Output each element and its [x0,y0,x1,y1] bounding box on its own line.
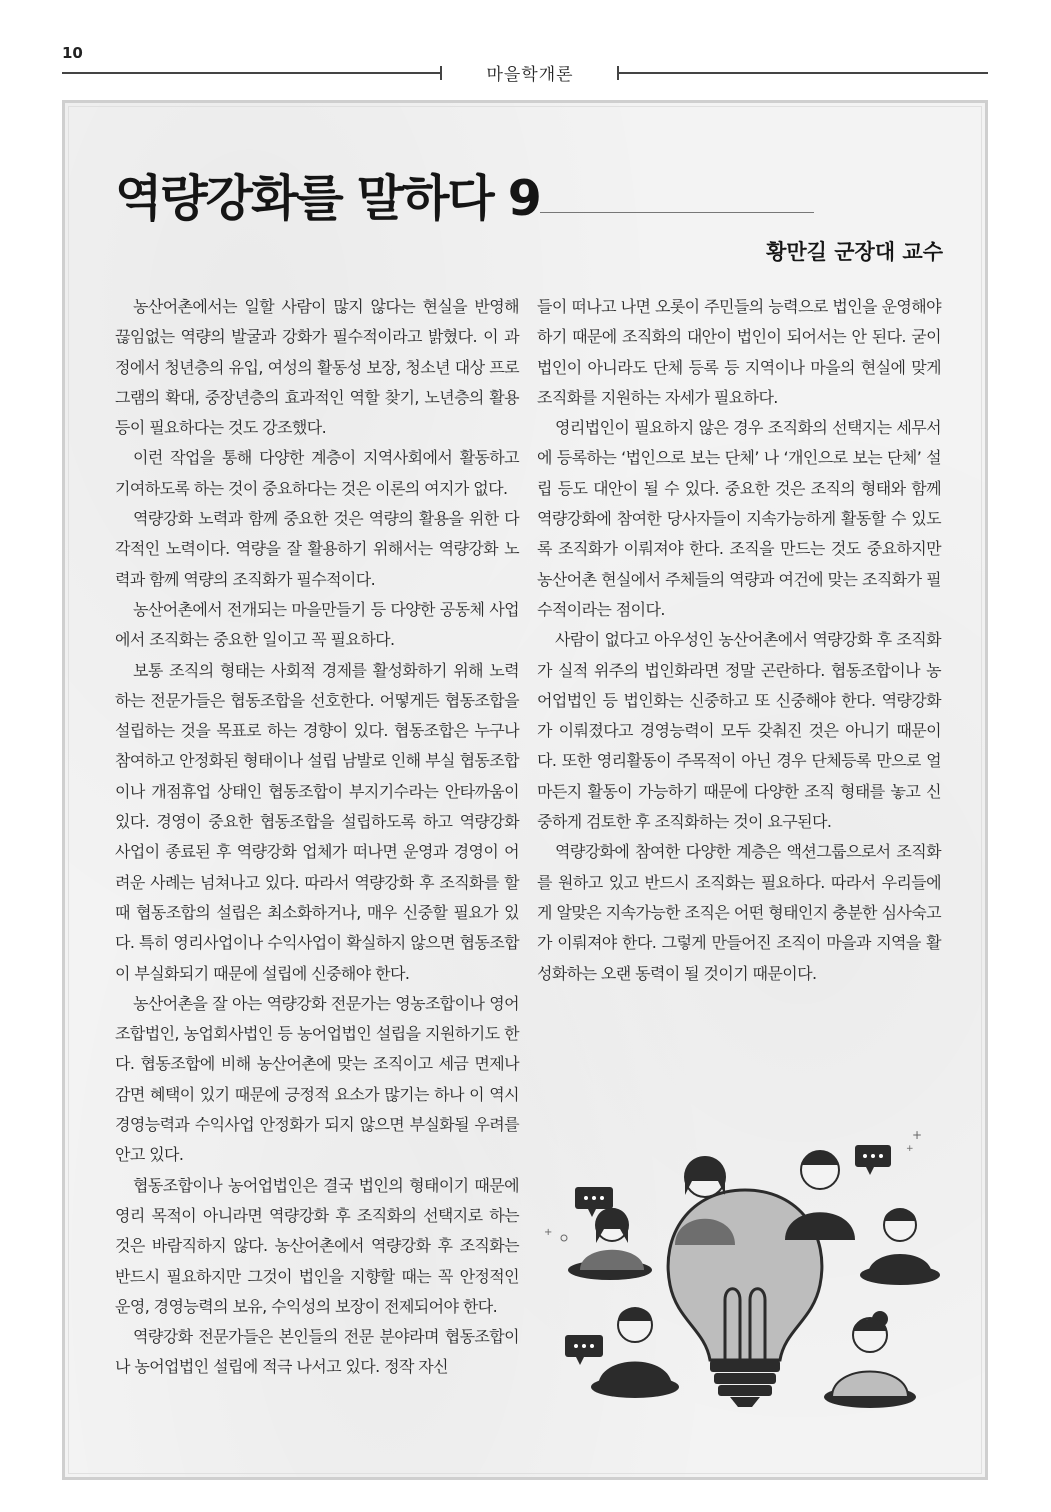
speech-bubble-icon [565,1335,603,1365]
article-title: 역량강화를 말하다 9 [115,170,540,227]
section-title: 마을학개론 [486,65,574,85]
person-figure [785,1151,855,1240]
sparkle-icon: + [912,1128,923,1142]
paragraph: 보통 조직의 형태는 사회적 경제를 활성화하기 위해 노력하는 전문가들은 협동조합을 선호한다. 어떻게든 협동조합을 설립하는 것을 목표로 하는 경향이 있다. 협동조합은 누구나 참여하고 안정화된 형태이나 설립 남발로 인해 부실 협동조합이나 개점휴업 상태인 협동조합이 부지기수라는 안타까움이 있다. 경영이 중요한 협동조합을 설립하도록 하고 역량강화 사업이 종료된 후 역량강화 업체가 떠나면 운영과 경영이 어려운 사례는 넘쳐나고 있다. 따라서 역량강화 후 조직화를 할 때 협동조합의 설립은 최소화하거나, 매우 신중할 필요가 있다. 특히 영리사업이나 수익사업이 확실하지 않으면 협동조합이 부실화되기 때문에 설립에 신중해야 한다. [115,660,519,983]
header-rule-left [62,72,442,74]
title-underline [540,212,814,213]
author-byline: 황만길 군장대 교수 [766,240,943,264]
paragraph: 협동조합이나 농어업법인은 결국 법인의 형태이기 때문에 영리 목적이 아니라면 역량강화 후 조직화의 선택지로 하는 것은 바람직하지 않다. 농산어촌에서 역량강화 후 조직화는 반드시 필요하지만 그것이 법인을 지향할 때는 꼭 안정적인 운영, 경영능력의 보유, 수익성의 보장이 전제되어야 한다. [115,1175,519,1316]
paragraph: 역량강화 전문가들은 본인들의 전문 분야라며 협동조합이나 농어업법인 설립에 적극 나서고 있다. 정작 자신 [115,1327,519,1377]
person-figure [832,1311,908,1397]
paragraph: 들이 떠나고 나면 오롯이 주민들의 능력으로 법인을 운영해야 하기 때문에 조직화의 대안이 법인이 되어서는 안 된다. 굳이 법인이 아니라도 단체 등록 등 지역이나 마을의 현실에 맞게 조직화를 지원하는 자세가 필요하다. [537,297,941,407]
paragraph: 농산어촌에서는 일할 사람이 많지 않다는 현실을 반영해 끊임없는 역량의 발굴과 강화가 필수적이라고 밝혔다. 이 과정에서 청년층의 유입, 여성의 활동성 보장, 청소년 대상 프로그램의 확대, 중장년층의 효과적인 역할 찾기, 노년층의 활용 등이 필요하다는 것도 강조했다. [115,297,519,438]
paragraph: 역량강화 노력과 함께 중요한 것은 역량의 활용을 위한 다각적인 노력이다. 역량을 잘 활용하기 위해서는 역량강화 노력과 함께 역량의 조직화가 필수적이다. [115,509,519,589]
paragraph: 영리법인이 필요하지 않은 경우 조직화의 선택지는 세무서에 등록하는 ‘법인으로 보는 단체’ 나 ‘개인으로 보는 단체’ 설립 등도 대안이 될 수 있다. 중요한 것은 조직의 형태와 함께 역량강화에 참여한 당사자들이 지속가능하게 활동할 수 있도록 조직화가 이뤄져야 한다. 조직을 만드는 것도 중요하지만 농산어촌 현실에서 주체들의 역량과 여건에 맞는 조직화가 필수적이라는 점이다. [537,418,941,619]
lightbulb-people-illustration [540,1125,950,1430]
sparkle-icon: + [544,1227,553,1238]
article-right-column [537,292,941,989]
article-left-column [115,292,519,1383]
person-figure [598,1308,672,1388]
paragraph: 사람이 없다고 아우성인 농산어촌에서 역량강화 후 조직화가 실적 위주의 법인화라면 정말 곤란하다. 협동조합이나 농어업법인 등 법인화는 신중하고 또 신중해야 한다. 역량강화가 이뤄졌다고 경영능력이 모두 갖춰진 것은 아니기 때문이다. 또한 영리활동이 주목적이 아닌 경우 단체등록 만으로 얼마든지 활동이 가능하기 때문에 다양한 조직 형태를 놓고 신중하게 검토한 후 조직화하는 것이 요구된다. [537,630,941,832]
person-figure [868,1209,932,1275]
person-figure [580,1208,644,1270]
page-number: 10 [62,44,83,62]
paragraph: 농산어촌에서 전개되는 마을만들기 등 다양한 공동체 사업에서 조직화는 중요한 일이고 꼭 필요하다. [115,599,519,650]
paragraph: 이런 작업을 통해 다양한 계층이 지역사회에서 활동하고 기여하도록 하는 것이 중요하다는 것은 이론의 여지가 없다. [115,448,519,498]
sparkle-icon: + [906,1144,914,1154]
header-rule-right [617,72,988,74]
speech-bubble-icon [855,1145,891,1175]
sparkle-icon [561,1235,567,1241]
paragraph: 역량강화에 참여한 다양한 계층은 액션그룹으로서 조직화를 원하고 있고 반드시 조직화는 필요하다. 따라서 우리들에게 알맞은 지속가능한 조직은 어떤 형태인지 충분한 심사숙고가 이뤄져야 한다. 그렇게 만들어진 조직이 마을과 지역을 활성화하는 오랜 동력이 될 것이기 때문이다. [537,842,941,983]
paragraph: 농산어촌을 잘 아는 역량강화 전문가는 영농조합이나 영어조합법인, 농업회사법인 등 농어업법인 설립을 지원하기도 한다. 협동조합에 비해 농산어촌에 맞는 조직이고 세금 면제나 감면 혜택이 있기 때문에 긍정적 요소가 많기는 하나 이 역시 경영능력과 수익사업 안정화가 되지 않으면 부실화될 우려를 안고 있다. [115,993,519,1165]
